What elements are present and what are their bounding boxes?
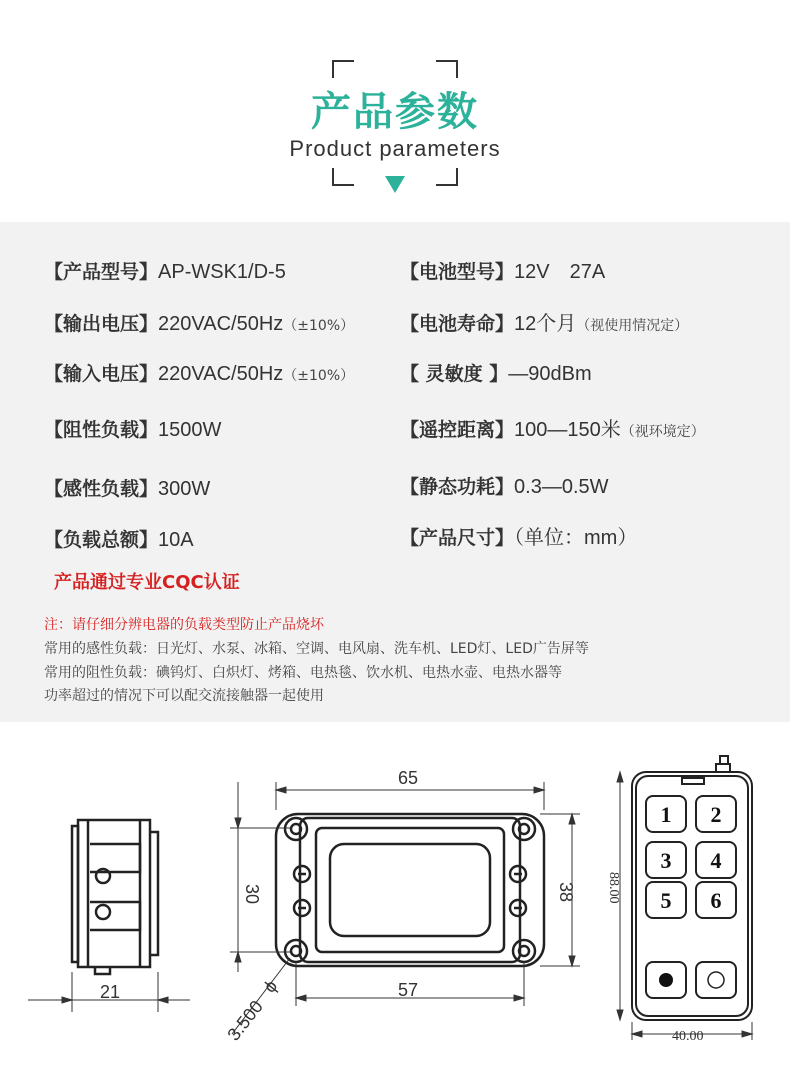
spec-value: 12V 27A (514, 261, 606, 283)
spec-value: 300W (158, 478, 211, 500)
spec-item-resistive-load (44, 418, 221, 442)
remote-button-label: 1 (660, 802, 672, 827)
remote-button-label: 3 (660, 848, 672, 873)
spec-item-model (44, 260, 286, 284)
remote-button-label: 2 (710, 802, 722, 827)
spec-note: （±10%） (283, 318, 355, 334)
spec-key: 【感性负载】 (44, 478, 159, 500)
spec-key: 【输出电压】 (44, 313, 159, 335)
corner-bracket-top-right (436, 60, 458, 78)
spec-key: 【电池寿命】 (400, 313, 515, 335)
spec-value: 0.3—0.5W (514, 476, 609, 498)
triangle-down-icon (385, 176, 405, 193)
corner-bracket-top-left (332, 60, 354, 78)
spec-key: 【输入电压】 (44, 363, 159, 385)
certification-text: 产品通过专业CQC认证 (54, 572, 240, 593)
spec-item-inductive-load (44, 477, 210, 501)
spec-key: 【静态功耗】 (400, 476, 515, 498)
dimension-label-outer-height: 38 (556, 882, 576, 903)
corner-bracket-bottom-right (436, 168, 458, 186)
spec-value: 10A (158, 529, 194, 551)
dimension-label-bottom-width: 57 (398, 980, 419, 1000)
spec-value: 1500W (158, 419, 222, 441)
spec-key: 【 灵敏度 】 (400, 363, 509, 385)
spec-key: 【阻性负载】 (44, 419, 159, 441)
dimension-label-remote-height: 88.00 (606, 872, 621, 904)
dimension-label-hole: 3.500 (223, 996, 267, 1045)
remote-button-label: 4 (710, 848, 722, 873)
spec-value: 220VAC/50Hz (158, 313, 284, 335)
spec-value: 220VAC/50Hz (158, 363, 284, 385)
spec-panel (0, 222, 790, 722)
dimension-drawings (0, 722, 790, 1071)
spec-value: AP-WSK1/D-5 (158, 261, 286, 283)
warning-note: 注：请仔细分辨电器的负载类型防止产品烧坏 (44, 617, 324, 633)
resistive-load-note: 常用的阻性负载：碘钨灯、白炽灯、烤箱、电热毯、饮水机、电热水壶、电热水器等 (44, 665, 562, 681)
spec-item-battery-life (400, 312, 688, 338)
spec-value: —90dBm (508, 363, 592, 385)
spec-item-output-voltage (44, 312, 354, 338)
dimension-label-side-width: 21 (100, 982, 121, 1002)
spec-key: 【遥控距离】 (400, 419, 515, 441)
diameter-symbol: ϕ (259, 976, 282, 997)
spec-note: （视环境定） (620, 424, 705, 440)
remote-button-hollow-dot (696, 962, 736, 998)
spec-key: 【负载总额】 (44, 529, 159, 551)
top-view-drawing (276, 814, 544, 966)
spec-key: 【产品尺寸】 (400, 527, 515, 549)
spec-item-remote-distance (400, 418, 705, 444)
section-title-english: Product parameters (289, 136, 501, 161)
side-view-drawing (72, 820, 158, 974)
overpower-note: 功率超过的情况下可以配交流接触器一起使用 (44, 688, 324, 704)
spec-key: 【电池型号】 (400, 261, 515, 283)
spec-item-sensitivity (400, 362, 592, 386)
spec-item-total-load (44, 528, 194, 552)
section-title-chinese: 产品参数 (311, 89, 479, 135)
remote-button-label: 6 (710, 888, 722, 913)
corner-bracket-bottom-left (332, 168, 354, 186)
header-section (0, 0, 790, 222)
filled-dot-icon (659, 973, 673, 987)
dimension-label-remote-width: 40.00 (672, 1029, 704, 1044)
inductive-load-note: 常用的感性负载：日光灯、水泵、冰箱、空调、电风扇、洗车机、LED灯、LED广告屏等 (44, 641, 589, 657)
drawings-svg (0, 722, 790, 1071)
dimension-label-inner-height: 30 (242, 884, 262, 905)
spec-note: （±10%） (283, 368, 355, 384)
spec-note: （视使用情况定） (576, 318, 689, 334)
spec-item-battery-model (400, 260, 605, 284)
spec-item-product-size (400, 526, 637, 550)
spec-value: 100—150米 (514, 419, 621, 441)
spec-value: 12个月 (514, 313, 577, 335)
spec-item-input-voltage (44, 362, 354, 388)
remote-button-label: 5 (660, 888, 672, 913)
dimension-label-top-width: 65 (398, 768, 419, 788)
spec-value: （单位：mm） (514, 527, 638, 549)
spec-key: 【产品型号】 (44, 261, 159, 283)
spec-item-static-power (400, 475, 609, 499)
